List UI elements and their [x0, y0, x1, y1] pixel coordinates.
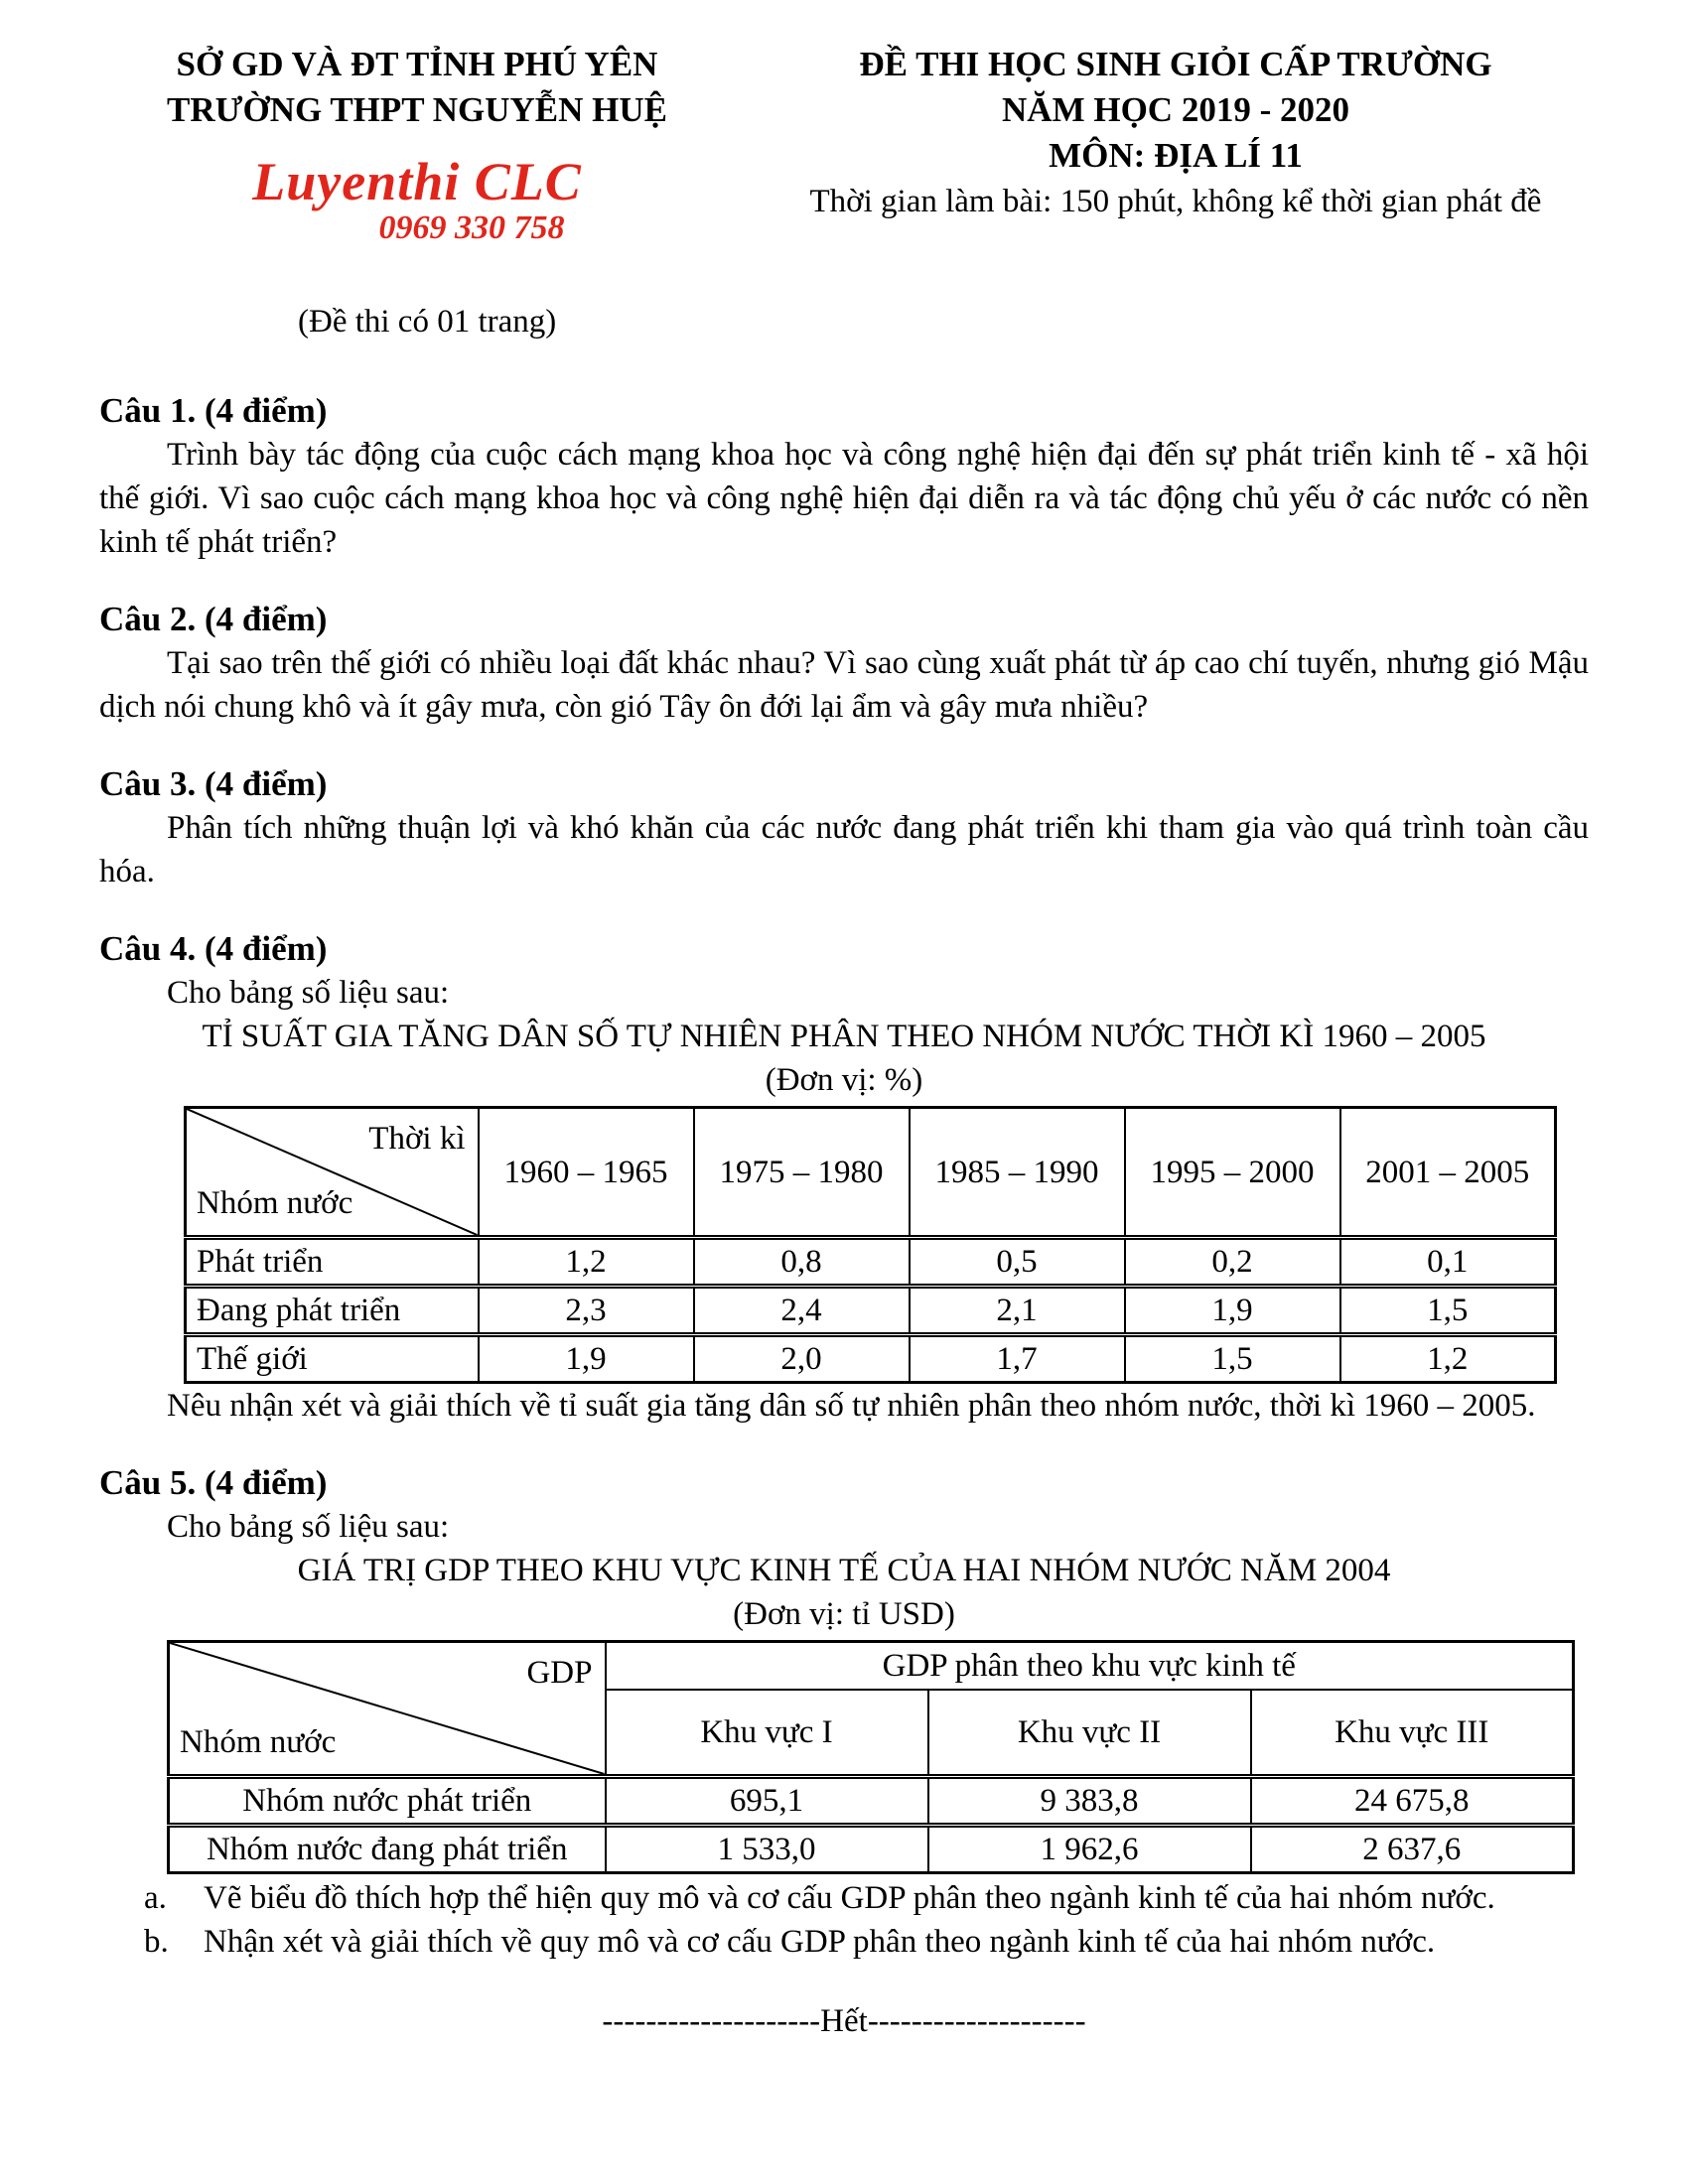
population-growth-table: [184, 1106, 1557, 1384]
table-cell: 1,2: [479, 1238, 694, 1287]
duration-line: Thời gian làm bài: 150 phút, không kể thời gian phát đề: [809, 184, 1542, 219]
question-5-intro: Cho bảng số liệu sau:: [167, 1509, 450, 1545]
school-name: TRƯỜNG THPT NGUYỄN HUỆ: [167, 90, 667, 129]
table-cell: 0,1: [1340, 1238, 1556, 1287]
header-right-block: [735, 42, 1589, 224]
table-cell: 2,1: [910, 1287, 1125, 1335]
population-table-title: TỈ SUẤT GIA TĂNG DÂN SỐ TỰ NHIÊN PHÂN THEO NHÓM NƯỚC THỜI KÌ 1960 – 2005: [202, 1019, 1486, 1054]
gdp-row-developing: [169, 1826, 1574, 1873]
logo-phone-number: 0969 330 758: [378, 209, 565, 246]
row-label: Nhóm nước đang phát triển: [169, 1826, 606, 1873]
gdp-table-unit: (Đơn vị: tỉ USD): [733, 1596, 955, 1632]
table-row-developing: [186, 1287, 1556, 1335]
row-label: Thế giới: [186, 1335, 479, 1383]
corner-label-group: Nhóm nước: [197, 1185, 353, 1221]
corner-label-period: Thời kì: [368, 1121, 466, 1157]
corner-label-group: Nhóm nước: [180, 1724, 337, 1760]
exam-title: ĐỀ THI HỌC SINH GIỎI CẤP TRƯỜNG: [859, 45, 1492, 83]
gdp-table-title: GIÁ TRỊ GDP THEO KHU VỰC KINH TẾ CỦA HAI NHÓM NƯỚC NĂM 2004: [297, 1553, 1391, 1588]
subitem-b: [144, 1920, 1589, 1964]
subitem-a: [144, 1876, 1589, 1920]
row-label: Nhóm nước phát triển: [169, 1777, 606, 1826]
table-cell: 0,2: [1125, 1238, 1340, 1287]
question-1-body: Trình bày tác động của cuộc cách mạng khoa học và công nghệ hiện đại đến sự phát triển kinh tế - xã hội thế giới. Vì sao cuộc cách mạng khoa học và công nghệ hiện đại diễn ra và tác động chủ yếu ở các nước có nền kinh tế phát triển?: [99, 437, 1589, 560]
subitem-b-text: Nhận xét và giải thích về quy mô và cơ cấu GDP phân theo ngành kinh tế của hai nhóm nước.: [204, 1924, 1436, 1960]
subitem-a-marker: a.: [144, 1880, 167, 1916]
table-cell: 2,3: [479, 1287, 694, 1335]
population-table-unit: (Đơn vị: %): [765, 1062, 923, 1098]
table-cell: 1 962,6: [928, 1826, 1251, 1873]
page-header: [99, 42, 1589, 246]
question-3-title: Câu 3. (4 điểm): [99, 764, 328, 803]
end-divider: --------------------Hết--------------------: [602, 2003, 1086, 2039]
table-cell: 24 675,8: [1251, 1777, 1574, 1826]
table-cell: 1,9: [1125, 1287, 1340, 1335]
column-header-sector-3: Khu vực III: [1251, 1690, 1574, 1777]
row-label: Phát triển: [186, 1238, 479, 1287]
header-left-block: [99, 42, 735, 246]
table-cell: 1,5: [1125, 1335, 1340, 1383]
column-header-1960-1965: 1960 – 1965: [479, 1108, 694, 1238]
column-header-1985-1990: 1985 – 1990: [910, 1108, 1125, 1238]
diagonal-header-cell: [186, 1108, 479, 1238]
page-count-note: (Đề thi có 01 trang): [298, 304, 557, 340]
row-label: Đang phát triển: [186, 1287, 479, 1335]
question-4-title: Câu 4. (4 điểm): [99, 929, 328, 968]
table-cell: 1,9: [479, 1335, 694, 1383]
question-1-title: Câu 1. (4 điểm): [99, 391, 328, 430]
question-5-title: Câu 5. (4 điểm): [99, 1463, 328, 1502]
gdp-row-developed: [169, 1777, 1574, 1826]
gdp-group-header-row: [169, 1642, 1574, 1691]
table-cell: 1,7: [910, 1335, 1125, 1383]
question-5-subitems: [99, 1876, 1589, 1964]
corner-label-gdp: GDP: [526, 1655, 593, 1691]
table-cell: 2,4: [694, 1287, 910, 1335]
table-header-row: [186, 1108, 1556, 1238]
logo: [99, 153, 735, 246]
table-row-developed: [186, 1238, 1556, 1287]
table-cell: 2 637,6: [1251, 1826, 1574, 1873]
column-header-1975-1980: 1975 – 1980: [694, 1108, 910, 1238]
question-2-title: Câu 2. (4 điểm): [99, 600, 328, 638]
school-year: NĂM HỌC 2019 - 2020: [1002, 90, 1349, 129]
gdp-sector-group-header: GDP phân theo khu vực kinh tế: [606, 1642, 1574, 1691]
question-4-note: Nêu nhận xét và giải thích về tỉ suất gia tăng dân số tự nhiên phân theo nhóm nước, thời kì 1960 – 2005.: [167, 1388, 1536, 1424]
table-cell: 0,8: [694, 1238, 910, 1287]
table-cell: 1,5: [1340, 1287, 1556, 1335]
column-header-2001-2005: 2001 – 2005: [1340, 1108, 1556, 1238]
question-2-body: Tại sao trên thế giới có nhiều loại đất khác nhau? Vì sao cùng xuất phát từ áp cao chí tuyến, nhưng gió Mậu dịch nói chung khô và ít gây mưa, còn gió Tây ôn đới lại ẩm và gây mưa nhiều?: [99, 645, 1589, 725]
column-header-sector-2: Khu vực II: [928, 1690, 1251, 1777]
subitem-b-marker: b.: [144, 1924, 169, 1960]
table-cell: 0,5: [910, 1238, 1125, 1287]
department-name: SỞ GD VÀ ĐT TỈNH PHÚ YÊN: [176, 45, 658, 83]
table-cell: 2,0: [694, 1335, 910, 1383]
table-row-world: [186, 1335, 1556, 1383]
question-3-body: Phân tích những thuận lợi và khó khăn của các nước đang phát triển khi tham gia vào quá trình toàn cầu hóa.: [99, 810, 1589, 889]
subitem-a-text: Vẽ biểu đồ thích hợp thể hiện quy mô và cơ cấu GDP phân theo ngành kinh tế của hai nhóm nước.: [204, 1880, 1495, 1916]
gdp-table: [167, 1640, 1575, 1874]
question-4-intro: Cho bảng số liệu sau:: [167, 975, 450, 1011]
table-cell: 1 533,0: [606, 1826, 928, 1873]
table-cell: 1,2: [1340, 1335, 1556, 1383]
subject-line: MÔN: ĐỊA LÍ 11: [1049, 136, 1303, 175]
logo-brand-text: Luyenthi CLC: [252, 152, 582, 211]
diagonal-header-cell: [169, 1642, 606, 1777]
column-header-1995-2000: 1995 – 2000: [1125, 1108, 1340, 1238]
column-header-sector-1: Khu vực I: [606, 1690, 928, 1777]
table-cell: 695,1: [606, 1777, 928, 1826]
table-cell: 9 383,8: [928, 1777, 1251, 1826]
